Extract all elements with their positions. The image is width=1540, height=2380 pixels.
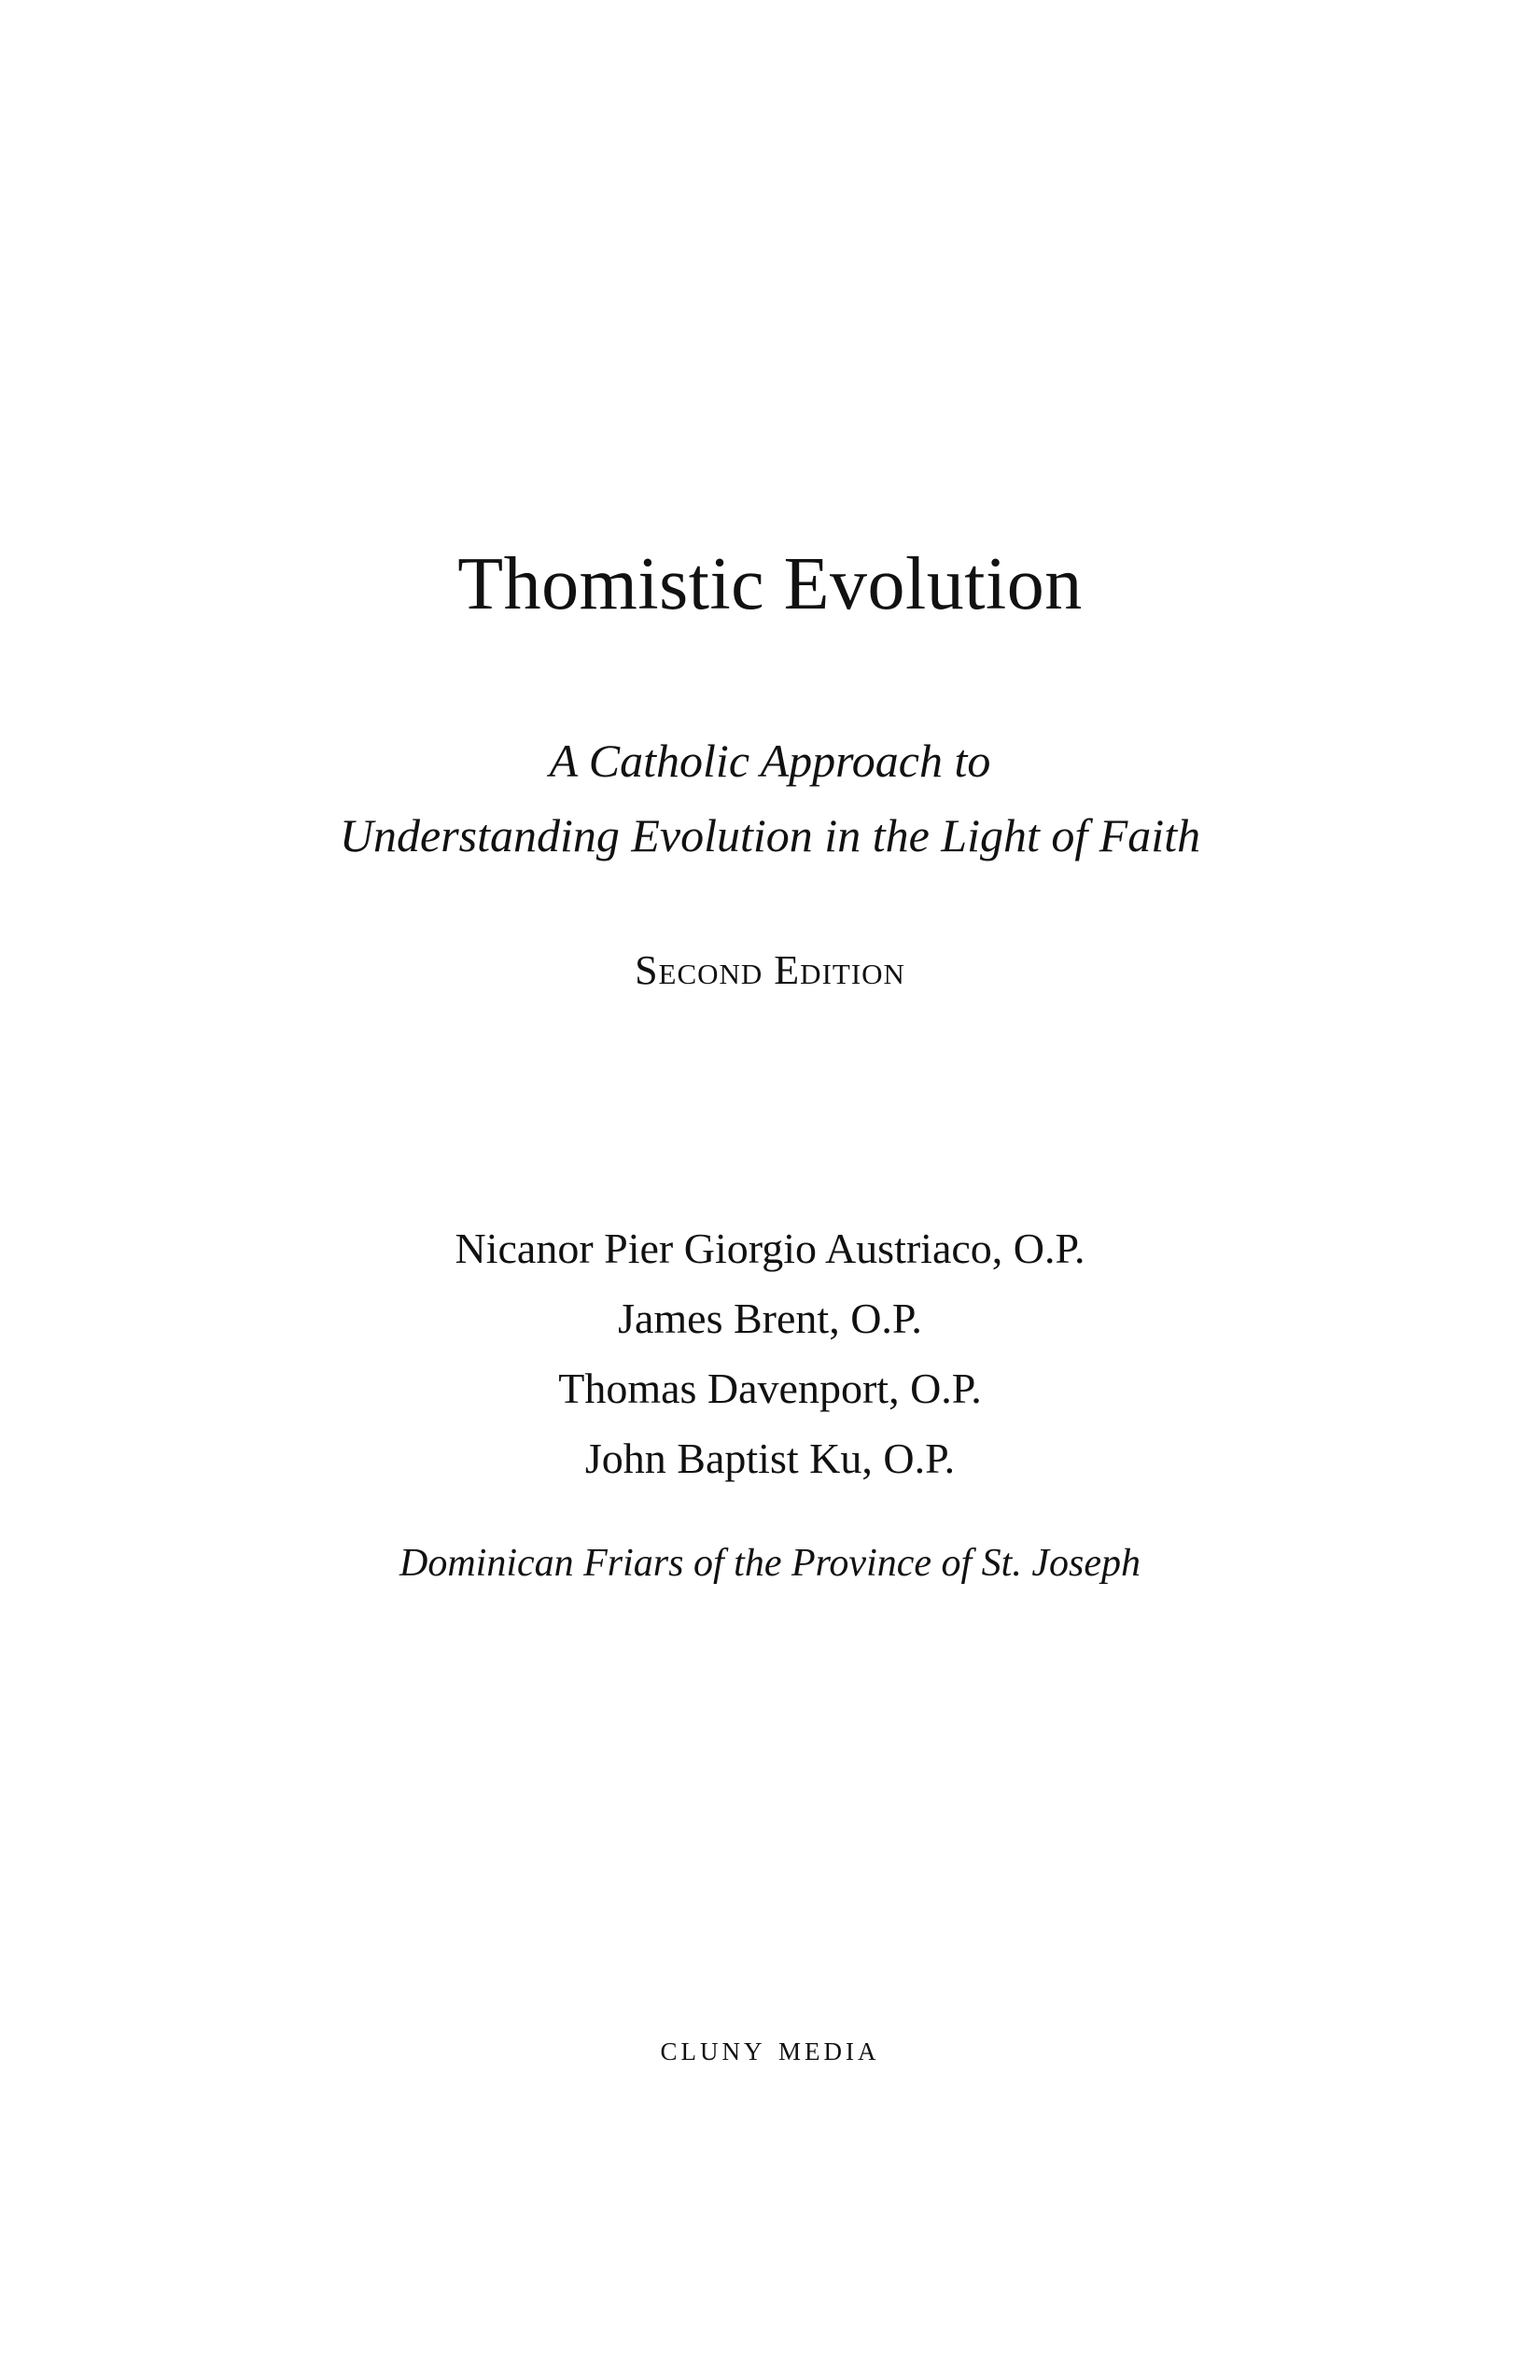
subtitle-line-1: A Catholic Approach to	[549, 735, 991, 787]
author-name: Thomas Davenport, O.P.	[558, 1365, 982, 1412]
author-name: John Baptist Ku, O.P.	[584, 1435, 956, 1482]
author-list	[0, 1213, 1540, 1493]
author-name: Nicanor Pier Giorgio Austriaco, O.P.	[455, 1225, 1085, 1272]
author-affiliation: Dominican Friars of the Province of St. Joseph	[399, 1542, 1141, 1585]
author-name: James Brent, O.P.	[618, 1295, 922, 1342]
book-subtitle	[0, 723, 1540, 873]
subtitle-line-2: Understanding Evolution in the Light of Faith	[339, 809, 1201, 861]
book-title: Thomistic Evolution	[457, 543, 1083, 625]
edition-label: Second Edition	[635, 947, 905, 993]
publisher-name: cluny media	[660, 2029, 880, 2068]
